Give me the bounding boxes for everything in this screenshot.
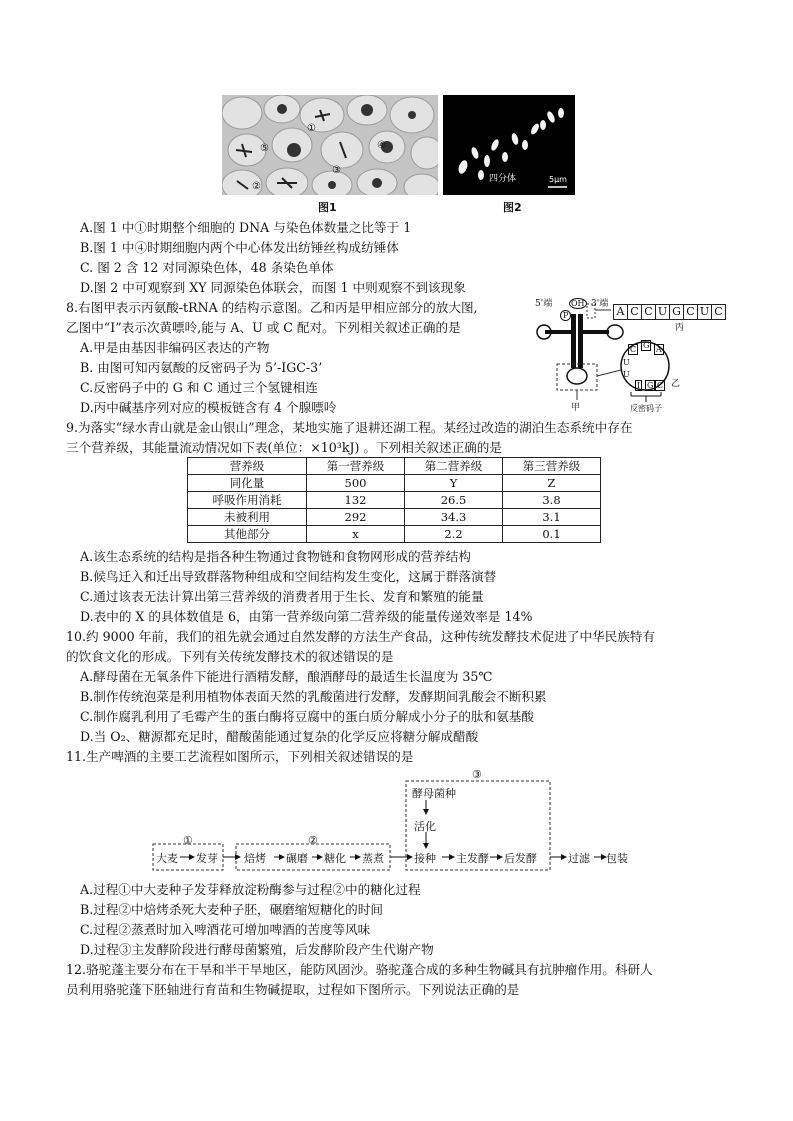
q8-option-c: C.反密码子中的 G 和 C 通过三个氢键相连 <box>80 380 318 395</box>
flow-activate: 活化 <box>414 820 436 833</box>
q9-option-b: B.候鸟迁入和迁出导致群落物种组成和空间结构发生变化，这属于群落演替 <box>80 569 497 584</box>
table-row <box>188 492 601 509</box>
fig1-marker-4: ④ <box>377 140 386 151</box>
bing-base: C <box>642 304 656 320</box>
q12-stem-line-1: 12.骆驼蓬主要分布在干旱和半干旱地区，能防风固沙。骆驼蓬合成的多种生物碱具有抗肿瘤作用。科研人 <box>66 962 653 977</box>
q9-stem-line-1: 9.为落实“绿水青山就是金山银山”理念，某地实施了退耕还湖工程。某经过改造的湖泊生态系统中存在 <box>66 420 633 435</box>
bing-base: G <box>670 304 684 320</box>
q10-option-b: B.制作传统泡菜是利用植物体表面天然的乳酸菌进行发酵，发酵期间乳酸会不断积累 <box>80 689 547 704</box>
bing-base: C <box>684 304 698 320</box>
flow-marker-3: ③ <box>472 768 482 781</box>
flow-boil: 蒸煮 <box>362 852 384 865</box>
table-cell: 同化量 <box>188 475 307 492</box>
loop-base: U <box>623 358 630 367</box>
q8-stem-line-2: 乙图中“I”表示次黄嘌呤,能与 A、U 或 C 配对。下列相关叙述正确的是 <box>66 320 461 335</box>
bing-base: C <box>712 304 726 320</box>
flow-grind: 碾磨 <box>286 852 308 865</box>
fig2-tetrad-annotation: 四分体 <box>489 174 517 184</box>
yi-label: 乙 <box>671 379 681 389</box>
q9-option-a: A.该生态系统的结构是指各种生物通过食物链和食物网形成的营养结构 <box>80 549 471 564</box>
loop-base: G <box>647 381 654 390</box>
loop-base: A <box>656 345 662 354</box>
figure-2-micrograph <box>443 95 575 195</box>
q10-stem-line-1: 10.约 9000 年前，我们的祖先就会通过自然发酵的方法生产食品，这种传统发酵技术促进了中华民族特有 <box>66 629 656 644</box>
table-row <box>188 475 601 492</box>
anticodon-label: 反密码子 <box>630 404 662 413</box>
fig2-scale-bar-label: 5μm <box>549 175 567 184</box>
table-cell: 3.1 <box>503 509 601 526</box>
flow-main-ferment: 主发酵 <box>456 852 489 865</box>
trna-5prime-label: 5'端 <box>535 299 553 309</box>
loop-base: I <box>637 381 641 390</box>
q11-stem: 11.生产啤酒的主要工艺流程如图所示，下列相关叙述错误的是 <box>66 749 414 764</box>
q11-option-d: D.过程③主发酵阶段进行酵母菌繁殖，后发酵阶段产生代谢产物 <box>80 942 434 957</box>
q10-stem-line-2: 的饮食文化的形成。下列有关传统发酵技术的叙述错误的是 <box>66 649 394 664</box>
trna-oh-label: OH <box>571 299 585 308</box>
q9-stem-line-2: 三个营养级，其能量流动情况如下表(单位：×10³kJ) 。下列相关叙述正确的是 <box>66 440 502 455</box>
table-cell: 其他部分 <box>188 526 307 543</box>
flow-marker-2: ② <box>308 834 318 847</box>
table-cell: 292 <box>307 509 405 526</box>
q8-option-a: A.甲是由基因非编码区表达的产物 <box>80 340 270 355</box>
table-header-cell: 营养级 <box>188 458 307 475</box>
bing-base: U <box>698 304 712 320</box>
fig1-marker-3: ③ <box>332 165 341 176</box>
q7-option-c: C. 图 2 含 12 对同源染色体，48 条染色单体 <box>80 260 334 275</box>
loop-base: G <box>643 341 650 350</box>
jia-label: 甲 <box>571 403 581 413</box>
table-cell: 未被利用 <box>188 509 307 526</box>
energy-flow-table <box>187 457 601 543</box>
table-cell: 500 <box>307 475 405 492</box>
q7-option-d: D.图 2 中可观察到 XY 同源染色体联会，而图 1 中则观察不到该现象 <box>80 280 466 295</box>
flow-bake: 焙烤 <box>244 852 266 865</box>
flow-sprout: 发芽 <box>196 852 218 865</box>
fig1-marker-2: ② <box>252 181 261 192</box>
fig1-marker-5: ⑤ <box>260 143 269 154</box>
flow-saccharify: 糖化 <box>324 852 346 865</box>
bing-sequence <box>613 304 726 320</box>
loop-base: C <box>657 381 664 390</box>
table-cell: Z <box>503 475 601 492</box>
q8-stem-line-1: 8.右图甲表示丙氨酸-tRNA 的结构示意图。乙和丙是甲相应部分的放大图, <box>66 300 478 315</box>
table-header-cell: 第三营养级 <box>503 458 601 475</box>
table-cell: 2.2 <box>405 526 503 543</box>
bing-base: U <box>656 304 670 320</box>
q11-option-a: A.过程①中大麦种子发芽释放淀粉酶参与过程②中的糖化过程 <box>80 882 421 897</box>
figure-1-label: 图1 <box>318 201 337 214</box>
q11-option-b: B.过程②中焙烤杀死大麦种子胚，碾磨缩短糖化的时间 <box>80 902 383 917</box>
table-cell: 26.5 <box>405 492 503 509</box>
trna-diagram <box>535 296 735 420</box>
flow-barley: 大麦 <box>156 852 178 865</box>
bing-base: C <box>628 304 642 320</box>
flow-post-ferment: 后发酵 <box>504 852 537 865</box>
table-header-row <box>188 458 601 475</box>
loop-base: U <box>623 370 630 379</box>
q7-option-b: B.图 1 中④时期细胞内两个中心体发出纺锤丝构成纺锤体 <box>80 240 399 255</box>
flow-filter: 过滤 <box>568 852 590 865</box>
table-header-cell: 第一营养级 <box>307 458 405 475</box>
flow-lines-svg <box>150 768 630 876</box>
table-cell: 3.8 <box>503 492 601 509</box>
table-cell: Y <box>405 475 503 492</box>
bing-label: 丙 <box>675 323 685 333</box>
figure-1-micrograph <box>222 95 438 195</box>
q10-option-c: C.制作腐乳利用了毛霉产生的蛋白酶将豆腐中的蛋白质分解成小分子的肽和氨基酸 <box>80 709 534 724</box>
trna-3prime-label: 3'端 <box>591 299 609 309</box>
table-cell: 呼吸作用消耗 <box>188 492 307 509</box>
q7-option-a: A.图 1 中①时期整个细胞的 DNA 与染色体数量之比等于 1 <box>80 220 412 235</box>
q9-option-c: C.通过该表无法计算出第三营养级的消费者用于生长、发育和繁殖的能量 <box>80 589 484 604</box>
table-cell: x <box>307 526 405 543</box>
q11-option-c: C.过程②蒸煮时加入啤酒花可增加啤酒的苦度等风味 <box>80 922 371 937</box>
q8-option-b: B. 由图可知丙氨酸的反密码子为 5’-IGC-3’ <box>80 360 323 375</box>
flow-pack: 包装 <box>606 852 628 865</box>
q12-stem-line-2: 员利用骆驼蓬下胚轴进行育苗和生物碱提取，过程如下图所示。下列说法正确的是 <box>66 982 520 997</box>
table-cell: 132 <box>307 492 405 509</box>
table-cell: 0.1 <box>503 526 601 543</box>
figure-2-label: 图2 <box>503 201 522 214</box>
bing-base: A <box>613 304 628 320</box>
flow-yeast: 酵母菌种 <box>412 787 456 800</box>
table-row <box>188 526 601 543</box>
fig1-marker-1: ① <box>307 123 316 134</box>
table-header-cell: 第二营养级 <box>405 458 503 475</box>
q8-option-d: D.丙中碱基序列对应的模板链含有 4 个腺嘌呤 <box>80 400 337 415</box>
q9-option-d: D.表中的 X 的具体数值是 6，由第一营养级向第二营养级的能量传递效率是 14% <box>80 609 533 624</box>
q10-option-d: D.当 O₂、糖源都充足时，醋酸菌能通过复杂的化学反应将糖分解成醋酸 <box>80 729 479 744</box>
table-row <box>188 509 601 526</box>
loop-base: C <box>630 345 637 354</box>
flow-marker-1: ① <box>183 834 193 847</box>
trna-p-label: P <box>560 310 571 321</box>
figure-1-cells <box>222 95 438 195</box>
q10-option-a: A.酵母菌在无氧条件下能进行酒精发酵，酿酒酵母的最适生长温度为 35℃ <box>80 669 493 684</box>
table-cell: 34.3 <box>405 509 503 526</box>
flow-inoculate: 接种 <box>414 852 436 865</box>
beer-process-flow <box>150 768 630 876</box>
